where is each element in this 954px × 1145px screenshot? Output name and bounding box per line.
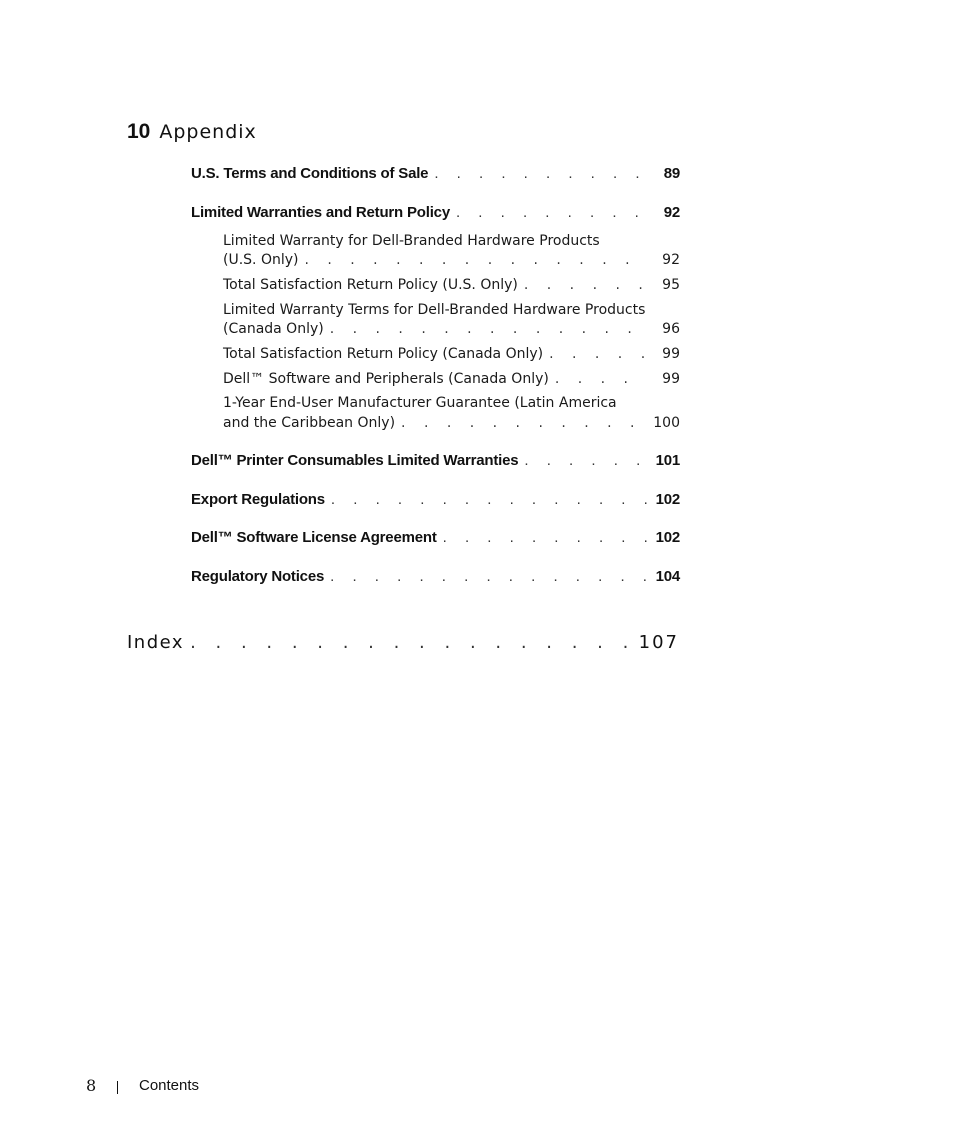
toc-subentry-warranty-canada[interactable] — [223, 321, 680, 337]
footer-section-label: Contents — [139, 1077, 200, 1094]
toc-entry-title: Total Satisfaction Return Policy (Canada Only) — [223, 346, 544, 362]
toc-entry-title: Regulatory Notices — [191, 568, 325, 585]
toc-page-number: 92 — [663, 204, 680, 221]
toc-page-number: 95 — [662, 277, 680, 293]
footer-page-number: 8 — [86, 1076, 97, 1095]
toc-page-number: 101 — [655, 452, 680, 469]
toc-entry-us-terms[interactable] — [191, 165, 680, 182]
toc-subentry-return-canada[interactable] — [223, 346, 680, 362]
toc-entry-title: Dell™ Printer Consumables Limited Warranties — [191, 452, 519, 469]
toc-entry-regulatory-notices[interactable] — [191, 568, 680, 585]
toc-entry-index[interactable] — [127, 632, 679, 653]
toc-entry-title: Index — [127, 632, 185, 653]
toc-subentry-title-line1: Limited Warranty for Dell-Branded Hardware Products — [223, 233, 600, 249]
toc-entry-title: Total Satisfaction Return Policy (U.S. Only) — [223, 277, 518, 293]
dot-leader — [330, 568, 648, 585]
toc-entry-title: and the Caribbean Only) — [223, 415, 396, 431]
toc-subentry-title-line1: 1-Year End-User Manufacturer Guarantee (Latin America — [223, 395, 617, 411]
dot-leader — [304, 252, 648, 268]
toc-page-number: 104 — [655, 568, 680, 585]
toc-subentry-guarantee-latam[interactable] — [223, 415, 680, 431]
toc-page-number: 102 — [655, 491, 680, 508]
chapter-number: 10 — [127, 120, 151, 143]
dot-leader — [331, 491, 648, 508]
toc-entry-title: Dell™ Software and Peripherals (Canada Only) — [223, 371, 549, 387]
dot-leader — [434, 165, 648, 182]
dot-leader — [190, 632, 635, 653]
toc-page-number: 102 — [655, 529, 680, 546]
dot-leader — [524, 277, 648, 293]
toc-page-number: 100 — [653, 415, 680, 431]
dot-leader — [524, 452, 648, 469]
chapter-heading — [127, 120, 687, 144]
dot-leader — [555, 371, 648, 387]
dot-leader — [330, 321, 648, 337]
toc-subentry-title-line1: Limited Warranty Terms for Dell-Branded Hardware Products — [223, 302, 646, 318]
toc-page-number: 96 — [662, 321, 680, 337]
toc-page-number: 107 — [638, 632, 679, 653]
dot-leader — [443, 529, 648, 546]
toc-entry-title: (Canada Only) — [223, 321, 324, 337]
toc-page-number: 89 — [663, 165, 680, 182]
dot-leader — [401, 415, 648, 431]
toc-page-number: 92 — [662, 252, 680, 268]
toc-entry-title: (U.S. Only) — [223, 252, 299, 268]
dot-leader — [456, 204, 648, 221]
toc-page-number: 99 — [662, 346, 680, 362]
toc-page-number: 99 — [662, 371, 680, 387]
toc-entry-printer-consumables[interactable] — [191, 452, 680, 469]
toc-entry-title: Export Regulations — [191, 491, 325, 508]
toc-entry-software-license[interactable] — [191, 529, 680, 546]
toc-entry-title: U.S. Terms and Conditions of Sale — [191, 165, 429, 182]
toc-subentry-return-us[interactable] — [223, 277, 680, 293]
toc-entry-limited-warranties[interactable] — [191, 204, 680, 221]
toc-entry-title: Dell™ Software License Agreement — [191, 529, 437, 546]
toc-entry-export-regulations[interactable] — [191, 491, 680, 508]
footer-divider — [117, 1081, 118, 1094]
page-footer — [0, 1076, 954, 1100]
dot-leader — [549, 346, 648, 362]
toc-subentry-warranty-us[interactable] — [223, 252, 680, 268]
toc-subentry-software-canada[interactable] — [223, 371, 680, 387]
chapter-title: Appendix — [159, 121, 257, 143]
toc-entry-title: Limited Warranties and Return Policy — [191, 204, 450, 221]
